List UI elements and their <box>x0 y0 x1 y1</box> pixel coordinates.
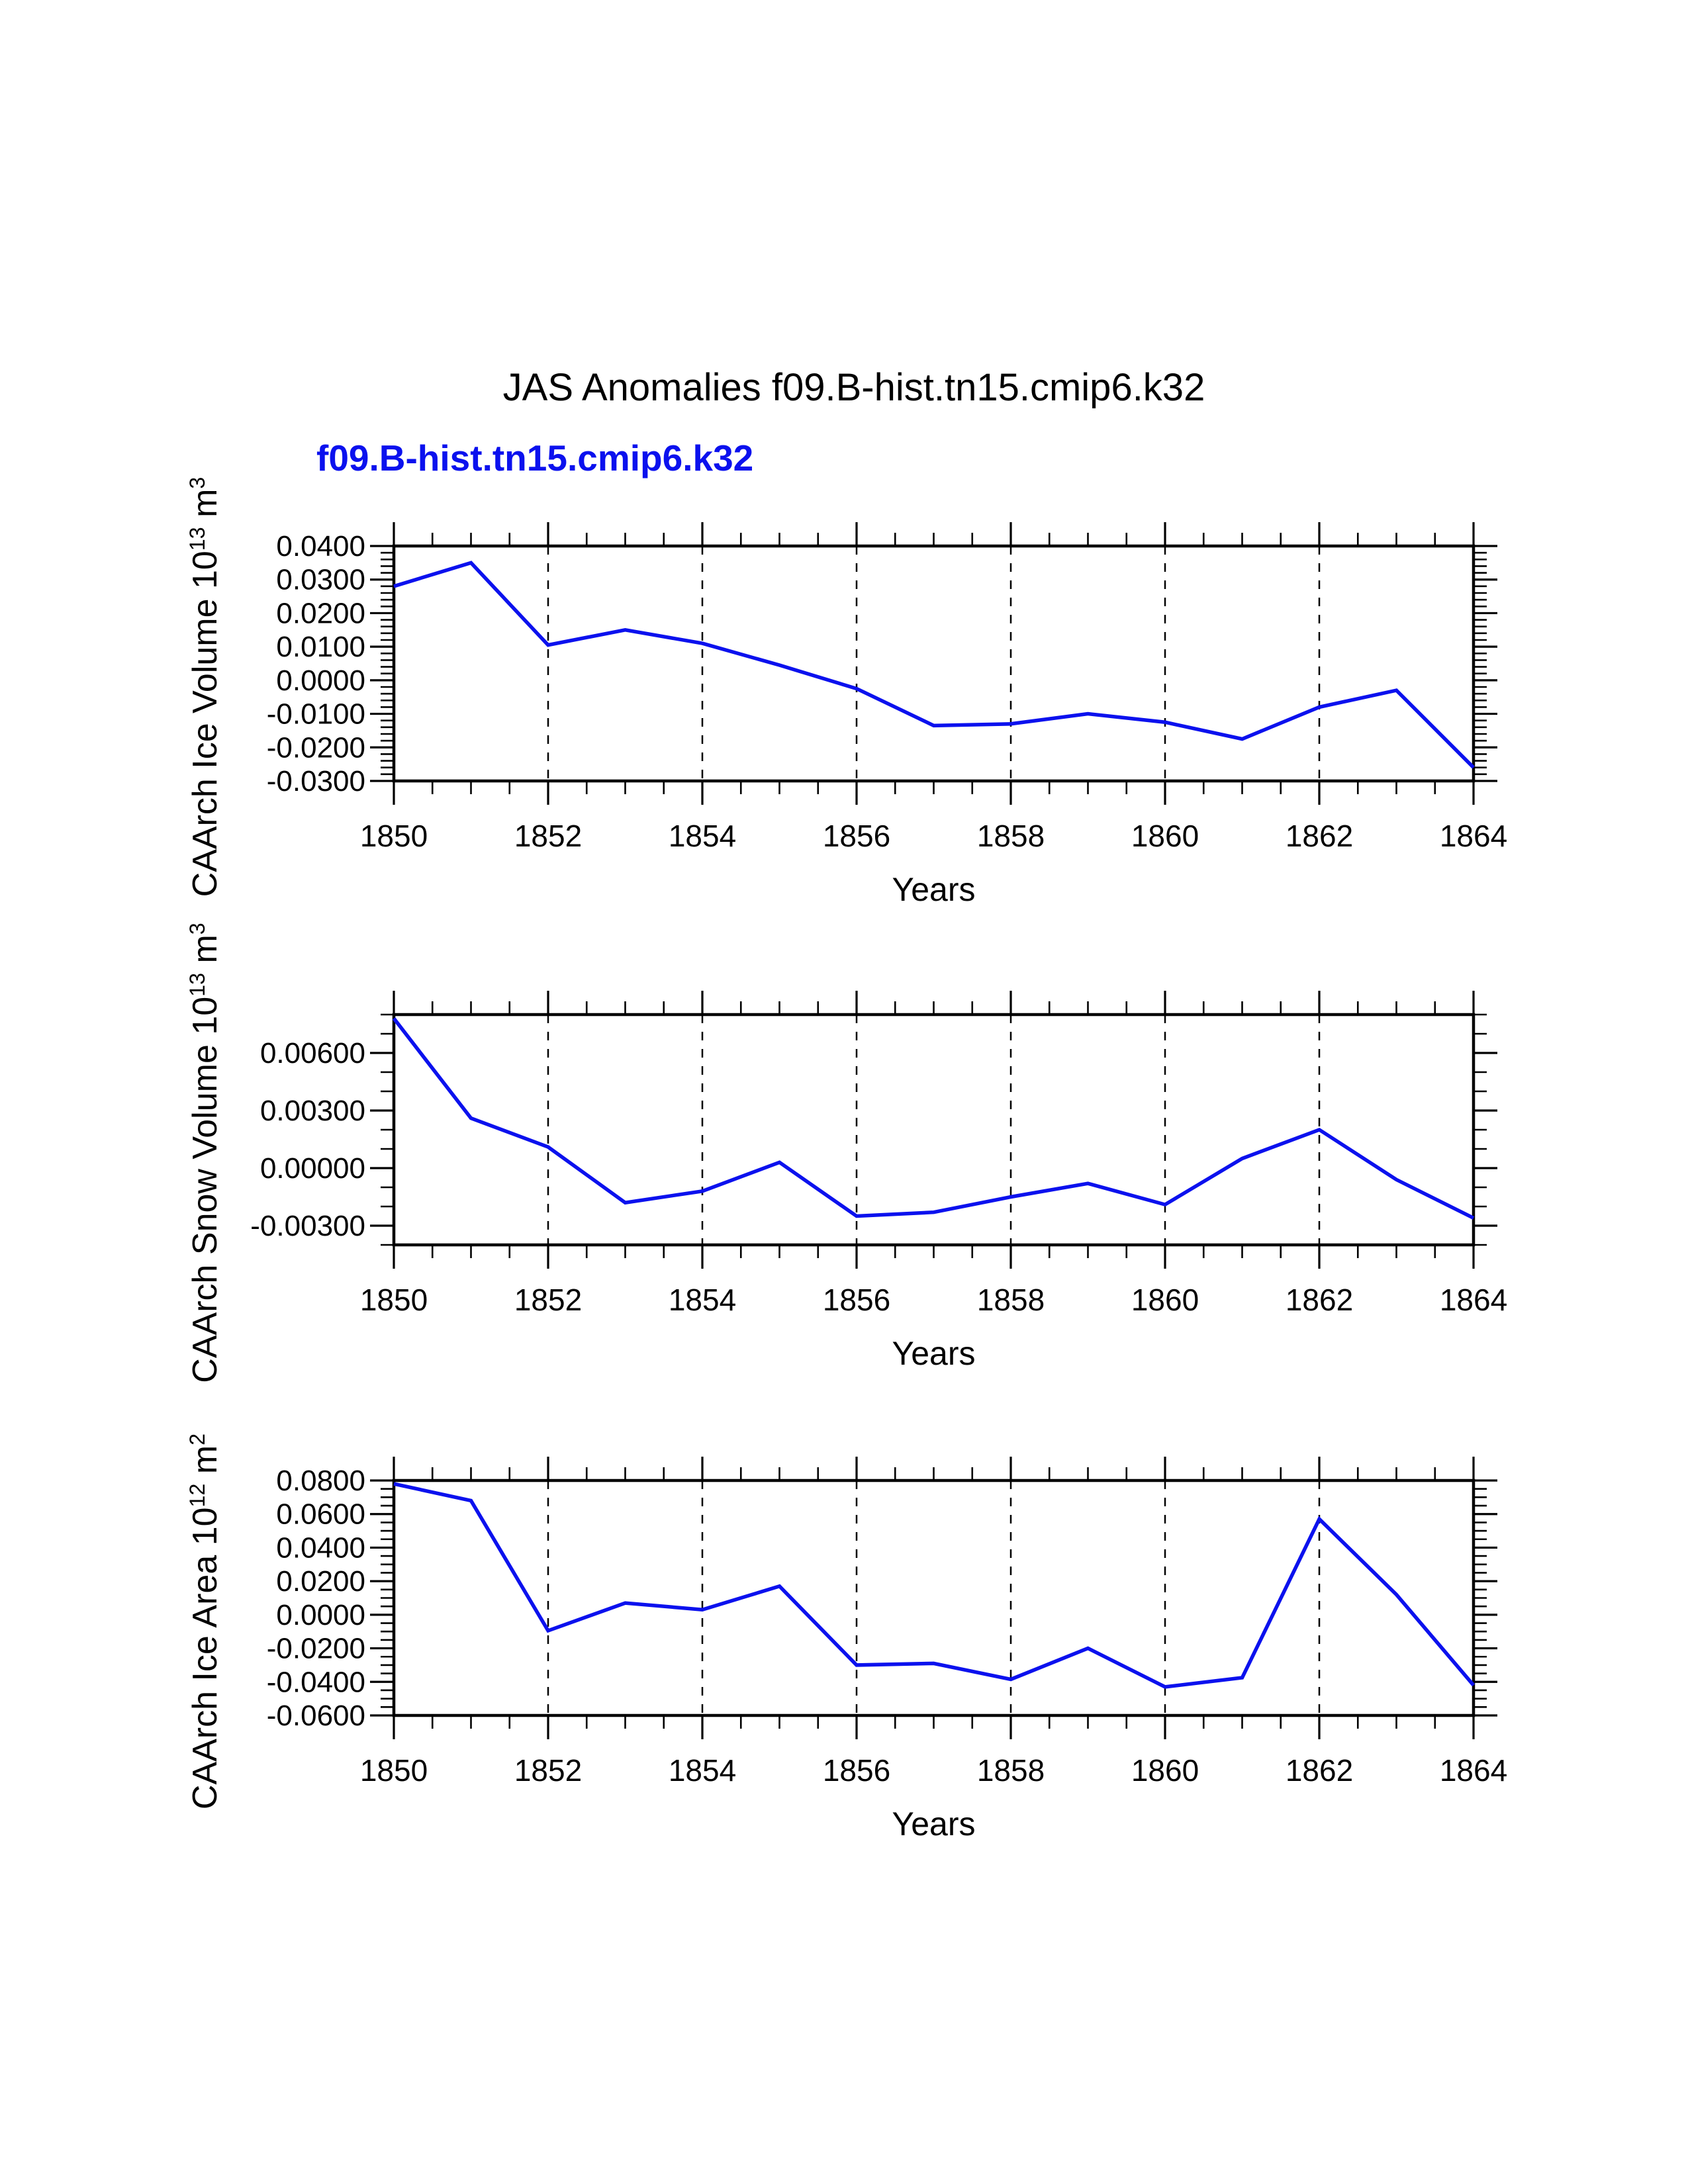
data-line-1 <box>394 563 1474 767</box>
y-tick-label: -0.0200 <box>266 731 365 764</box>
x-tick-label: 1854 <box>668 1753 737 1788</box>
x-tick-label: 1858 <box>976 1753 1045 1788</box>
y-axis-title <box>185 923 225 1383</box>
y-tick-label: 0.0300 <box>276 563 365 596</box>
x-tick-label: 1862 <box>1285 819 1354 853</box>
y-tick-label: -0.0300 <box>266 765 365 797</box>
y-tick-label: -0.0200 <box>266 1632 365 1665</box>
x-tick-label: 1860 <box>1131 819 1199 853</box>
y-axis-title <box>185 477 225 897</box>
x-tick-label: 1856 <box>822 1753 891 1788</box>
x-tick-label: 1854 <box>668 819 737 853</box>
y-tick-label: -0.0400 <box>266 1666 365 1699</box>
x-tick-label: 1862 <box>1285 1753 1354 1788</box>
x-tick-label: 1860 <box>1131 1283 1199 1317</box>
axes-frame <box>394 546 1474 781</box>
x-tick-label: 1862 <box>1285 1283 1354 1317</box>
x-tick-label: 1852 <box>514 1283 583 1317</box>
x-tick-label: 1858 <box>976 1283 1045 1317</box>
y-axis-title-superscript: 13 <box>185 972 209 997</box>
x-tick-label: 1856 <box>822 1283 891 1317</box>
axes-frame <box>394 1480 1474 1715</box>
x-tick-label: 1864 <box>1439 1753 1508 1788</box>
y-tick-label: 0.0400 <box>276 530 365 563</box>
y-tick-label: 0.0800 <box>276 1465 365 1497</box>
x-tick-label: 1860 <box>1131 1753 1199 1788</box>
y-tick-label: 0.00600 <box>259 1037 365 1069</box>
x-tick-label: 1850 <box>359 1753 428 1788</box>
y-axis-title-superscript: 13 <box>185 526 209 551</box>
y-axis-title-superscript: 3 <box>185 923 209 935</box>
x-tick-label: 1852 <box>514 819 583 853</box>
x-tick-label: 1854 <box>668 1283 737 1317</box>
y-tick-label: 0.0100 <box>276 631 365 664</box>
x-tick-label: 1858 <box>976 819 1045 853</box>
y-axis-title-superscript: 2 <box>185 1433 209 1445</box>
y-axis-title-text: m <box>186 1445 225 1484</box>
y-tick-label: 0.0200 <box>276 1565 365 1598</box>
x-axis-title: Years <box>892 1805 976 1843</box>
x-tick-label: 1850 <box>359 819 428 853</box>
y-axis-title-text: m <box>186 934 225 973</box>
x-tick-label: 1864 <box>1439 819 1508 853</box>
chart-title: JAS Anomalies f09.B-hist.tn15.cmip6.k32 <box>502 366 1205 409</box>
y-axis-title-superscript: 12 <box>185 1483 209 1507</box>
x-tick-label: 1856 <box>822 819 891 853</box>
y-tick-label: 0.0000 <box>276 664 365 697</box>
data-line-3 <box>394 1484 1474 1687</box>
data-line-2 <box>394 1019 1474 1218</box>
y-tick-label: 0.00000 <box>259 1152 365 1185</box>
x-tick-label: 1850 <box>359 1283 428 1317</box>
y-tick-label: -0.0600 <box>266 1700 365 1732</box>
y-tick-label: 0.0200 <box>276 597 365 630</box>
y-tick-label: -0.00300 <box>250 1210 365 1242</box>
y-axis-title-superscript: 3 <box>185 477 209 489</box>
legend-case-label: f09.B-hist.tn15.cmip6.k32 <box>316 437 754 478</box>
x-tick-label: 1852 <box>514 1753 583 1788</box>
y-axis-title-text: CAArch Ice Volume 10 <box>186 550 225 897</box>
x-axis-title: Years <box>892 1335 976 1372</box>
y-tick-label: 0.0600 <box>276 1498 365 1531</box>
x-axis-title: Years <box>892 871 976 908</box>
y-axis-title <box>185 1433 225 1809</box>
y-axis-title-text: m <box>186 488 225 527</box>
x-tick-label: 1864 <box>1439 1283 1508 1317</box>
axes-frame <box>394 1015 1474 1245</box>
y-axis-title-text: CAArch Snow Volume 10 <box>186 996 225 1383</box>
y-tick-label: 0.00300 <box>259 1095 365 1127</box>
y-tick-label: 0.0400 <box>276 1531 365 1565</box>
y-tick-label: 0.0000 <box>276 1598 365 1631</box>
y-tick-label: -0.0100 <box>266 698 365 731</box>
y-axis-title-text: CAArch Ice Area 10 <box>186 1506 225 1809</box>
